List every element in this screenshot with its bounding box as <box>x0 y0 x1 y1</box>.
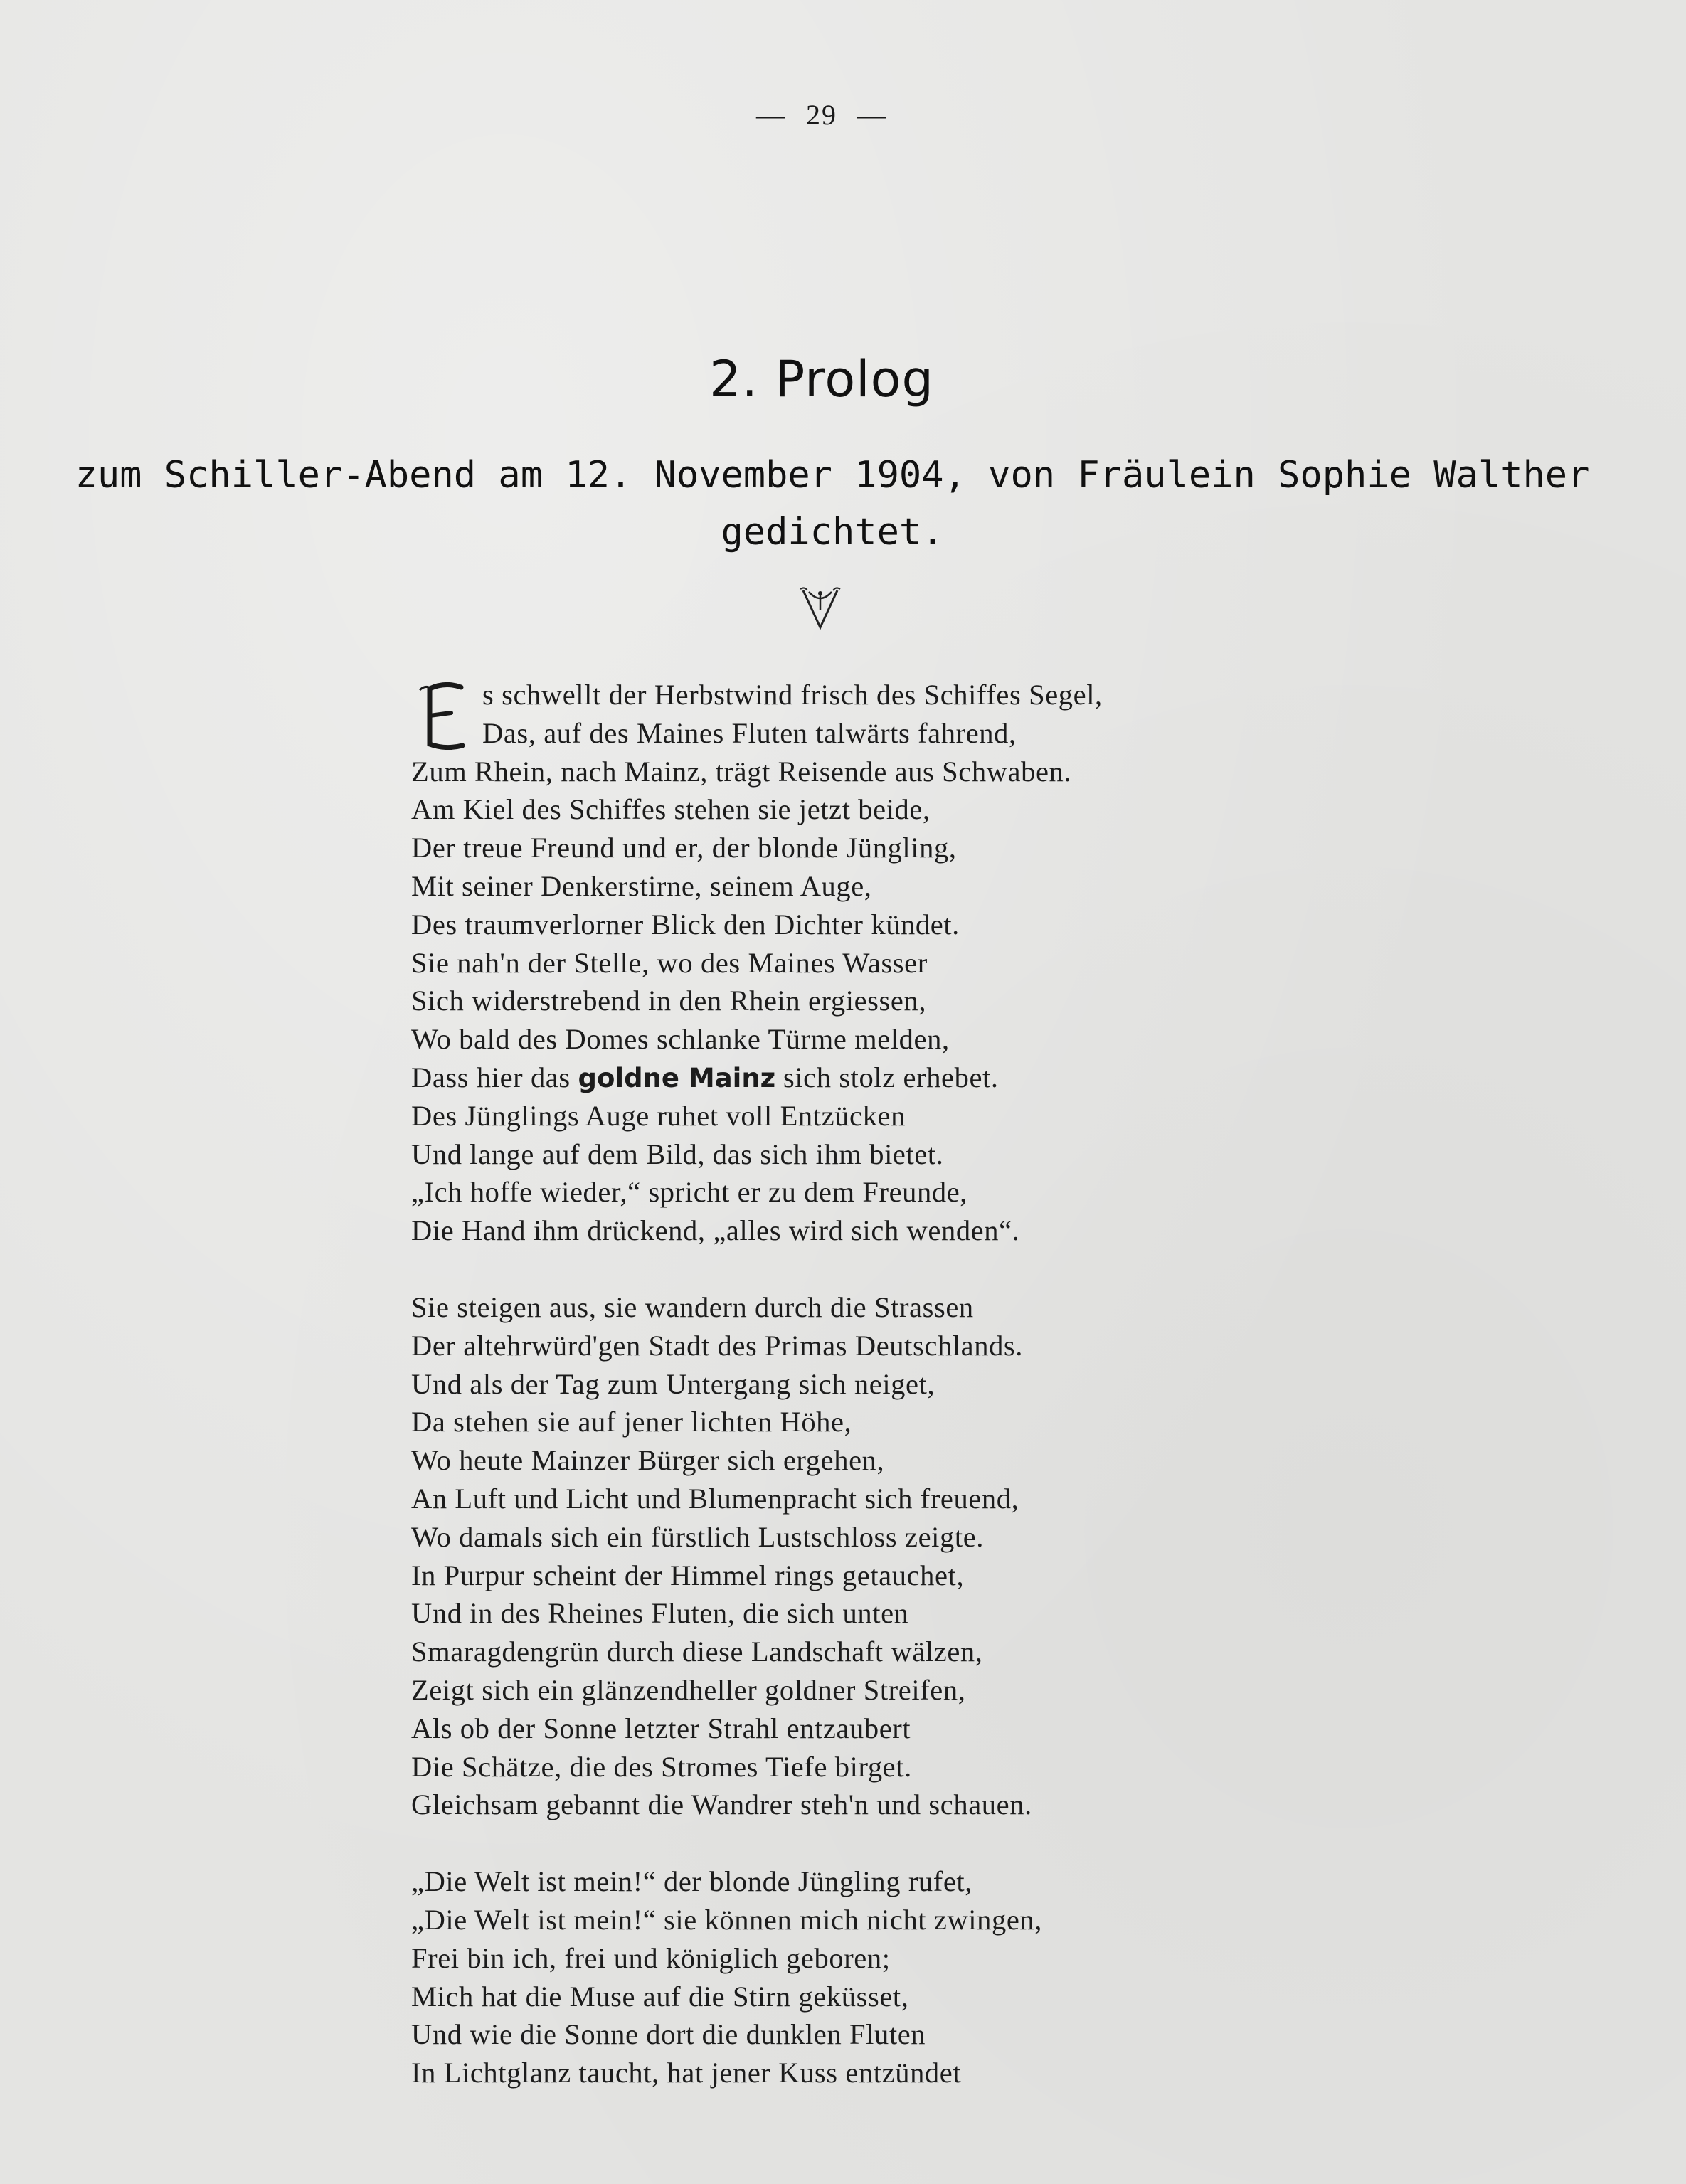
poem-line: In Lichtglanz taucht, hat jener Kuss entzündet <box>411 2057 962 2089</box>
poem-line: „Ich hoffe wieder,“ spricht er zu dem Freunde, <box>411 1176 968 1209</box>
stanza-gap <box>411 1824 1265 1862</box>
poem-line: Wo bald des Domes schlanke Türme melden, <box>411 1023 950 1056</box>
poem-line: Frei bin ich, frei und königlich geboren; <box>411 1941 891 1974</box>
poem-line: Des traumverlorner Blick den Dichter kündet. <box>411 908 960 940</box>
poem-line: Der treue Freund und er, der blonde Jüngling, <box>411 832 957 864</box>
poem-line: „Die Welt ist mein!“ sie können mich nicht zwingen, <box>411 1903 1042 1936</box>
poem-line: Als ob der Sonne letzter Strahl entzaubert <box>411 1712 911 1744</box>
poem-line: Und in des Rheines Fluten, die sich unten <box>411 1597 909 1630</box>
poem-line: Wo damals sich ein fürstlich Lustschloss zeigte. <box>411 1520 985 1553</box>
emphasized-phrase: goldne Mainz <box>578 1062 776 1093</box>
subtitle-line-1: zum Schiller-Abend am 12. November 1904, von Fräulein Sophie Walther <box>75 454 1590 497</box>
poem-line: „Die Welt ist mein!“ der blonde Jüngling rufet, <box>411 1865 972 1898</box>
page-number <box>0 98 1643 132</box>
subtitle-line-2: gedichtet. <box>721 511 944 553</box>
poem-line: Und wie die Sonne dort die dunklen Fluten <box>411 2018 926 2051</box>
poem-stanza-3 <box>411 1862 1265 2092</box>
poem-line: Und als der Tag zum Untergang sich neiget, <box>411 1367 935 1400</box>
poem-line: Gleichsam gebannt die Wandrer steh'n und schauen. <box>411 1788 1032 1821</box>
poem-line: Mich hat die Muse auf die Stirn geküsset, <box>411 1980 909 2013</box>
poem-line: Sie steigen aus, sie wandern durch die Strassen <box>411 1290 974 1323</box>
poem-line-part: Dass hier das <box>411 1061 578 1093</box>
poem-line: Das, auf des Maines Fluten talwärts fahrend, <box>482 716 1017 749</box>
poem-line: In Purpur scheint der Himmel rings getauchet, <box>411 1559 965 1591</box>
poem-line: Mit seiner Denkerstirne, seinem Auge, <box>411 869 872 902</box>
poem <box>411 676 1265 2092</box>
fleuron-ornament-icon <box>799 586 842 632</box>
dropcap-e-icon <box>417 682 467 750</box>
poem-stanza-1 <box>411 676 1265 1250</box>
page-number-dash-left: — <box>756 99 786 131</box>
page-number-dash-right: — <box>857 99 887 131</box>
poem-line: Sich widerstrebend in den Rhein ergiessen, <box>411 985 927 1017</box>
poem-stanza-2 <box>411 1288 1265 1824</box>
poem-line: Zeigt sich ein glänzendheller goldner Streifen, <box>411 1673 966 1706</box>
poem-line-text: s schwellt der Herbstwind frisch des Schiffes Segel, <box>482 679 1103 711</box>
poem-line: Der altehrwürd'gen Stadt des Primas Deutschlands. <box>411 1329 1024 1362</box>
poem-line: Die Hand ihm drückend, „alles wird sich wenden“. <box>411 1214 1020 1247</box>
poem-line: Die Schätze, die des Stromes Tiefe birget. <box>411 1750 912 1783</box>
poem-line <box>411 1059 1265 1097</box>
poem-line: Sie nah'n der Stelle, wo des Maines Wasser <box>411 946 928 979</box>
section-title: 2. Prolog <box>709 350 934 408</box>
section-subtitle <box>64 447 1601 561</box>
poem-line: Des Jünglings Auge ruhet voll Entzücken <box>411 1099 906 1132</box>
poem-line-part: sich stolz erhebet. <box>775 1061 999 1093</box>
poem-line <box>411 676 1265 714</box>
stanza-gap <box>411 1250 1265 1288</box>
poem-line: Da stehen sie auf jener lichten Höhe, <box>411 1406 852 1438</box>
poem-line: Smaragdengrün durch diese Landschaft wälzen, <box>411 1636 983 1668</box>
poem-line: Und lange auf dem Bild, das sich ihm bietet. <box>411 1138 944 1170</box>
poem-line: Wo heute Mainzer Bürger sich ergehen, <box>411 1444 885 1477</box>
page-number-value: 29 <box>806 99 837 131</box>
poem-line: Am Kiel des Schiffes stehen sie jetzt beide, <box>411 793 931 826</box>
poem-line: Zum Rhein, nach Mainz, trägt Reisende aus Schwaben. <box>411 755 1072 788</box>
poem-line: An Luft und Licht und Blumenpracht sich freuend, <box>411 1482 1019 1515</box>
